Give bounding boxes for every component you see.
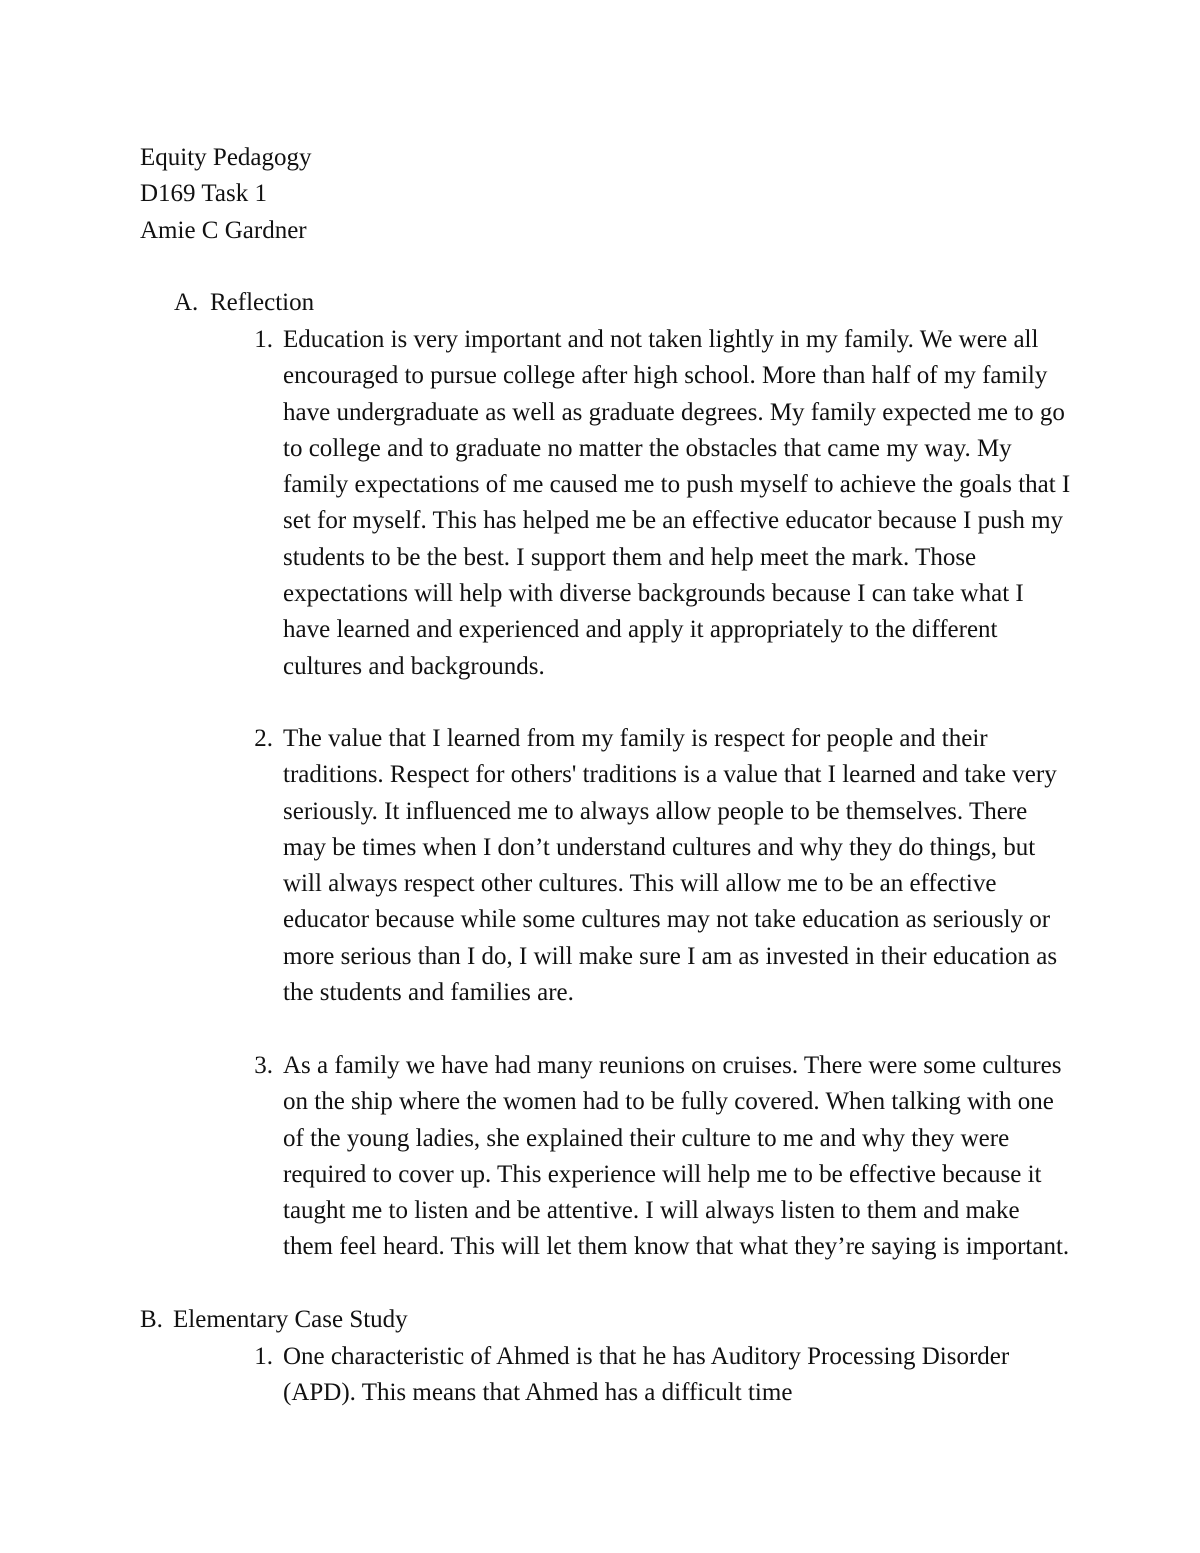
list-item-text: Education is very important and not taken lightly in my family. We were all encouraged to pursue college after high school. More than half of my family have undergraduate as well as graduate degrees. My family expected me to go to college and to graduate no matter the obstacles that came my way. My family expectations of me caused me to push myself to achieve the goals that I set for myself. This has helped me be an effective educator because I push my students to be the best. I support them and help meet the mark. Those expectations will help with diverse backgrounds because I can take what I have learned and experienced and apply it appropriately to the different cultures and backgrounds. <box>283 326 1071 680</box>
section-title: Reflection <box>210 289 315 316</box>
list-item-number: 1. <box>254 326 273 353</box>
course-code: D169 Task 1 <box>140 180 267 207</box>
section-marker: B. <box>140 1306 163 1333</box>
list-item <box>243 721 1073 1011</box>
section-title: Elementary Case Study <box>173 1306 408 1333</box>
list-item <box>243 1048 1073 1266</box>
list-item-number: 3. <box>254 1052 273 1079</box>
section-heading-reflection <box>174 285 314 321</box>
list-item <box>243 322 1073 685</box>
section-heading-case-study <box>140 1302 408 1338</box>
list-item-text: The value that I learned from my family is respect for people and their traditions. Respect for others' traditions is a value that I learned and take very seriously. It influenced me to always allow people to be themselves. There may be times when I don’t understand cultures and why they do things, but will always respect other cultures. This will allow me to be an effective educator because while some cultures may not take education as seriously or more serious than I do, I will make sure I am as invested in their education as the students and families are. <box>283 725 1058 1007</box>
document-title: Equity Pedagogy <box>140 144 312 171</box>
list-item-number: 2. <box>254 725 273 752</box>
list-item-text: As a family we have had many reunions on cruises. There were some cultures on the ship where the women had to be fully covered. When talking with one of the young ladies, she explained their culture to me and why they were required to cover up. This experience will help me to be effective because it taught me to listen and be attentive. I will always listen to them and make them feel heard. This will let them know that what they’re saying is important. <box>283 1052 1070 1261</box>
list-item <box>243 1339 1073 1412</box>
section-marker: A. <box>174 289 199 316</box>
list-item-text: One characteristic of Ahmed is that he has Auditory Processing Disorder (APD). This means that Ahmed has a difficult time <box>283 1343 1010 1407</box>
list-item-number: 1. <box>254 1343 273 1370</box>
author-name: Amie C Gardner <box>140 217 307 244</box>
